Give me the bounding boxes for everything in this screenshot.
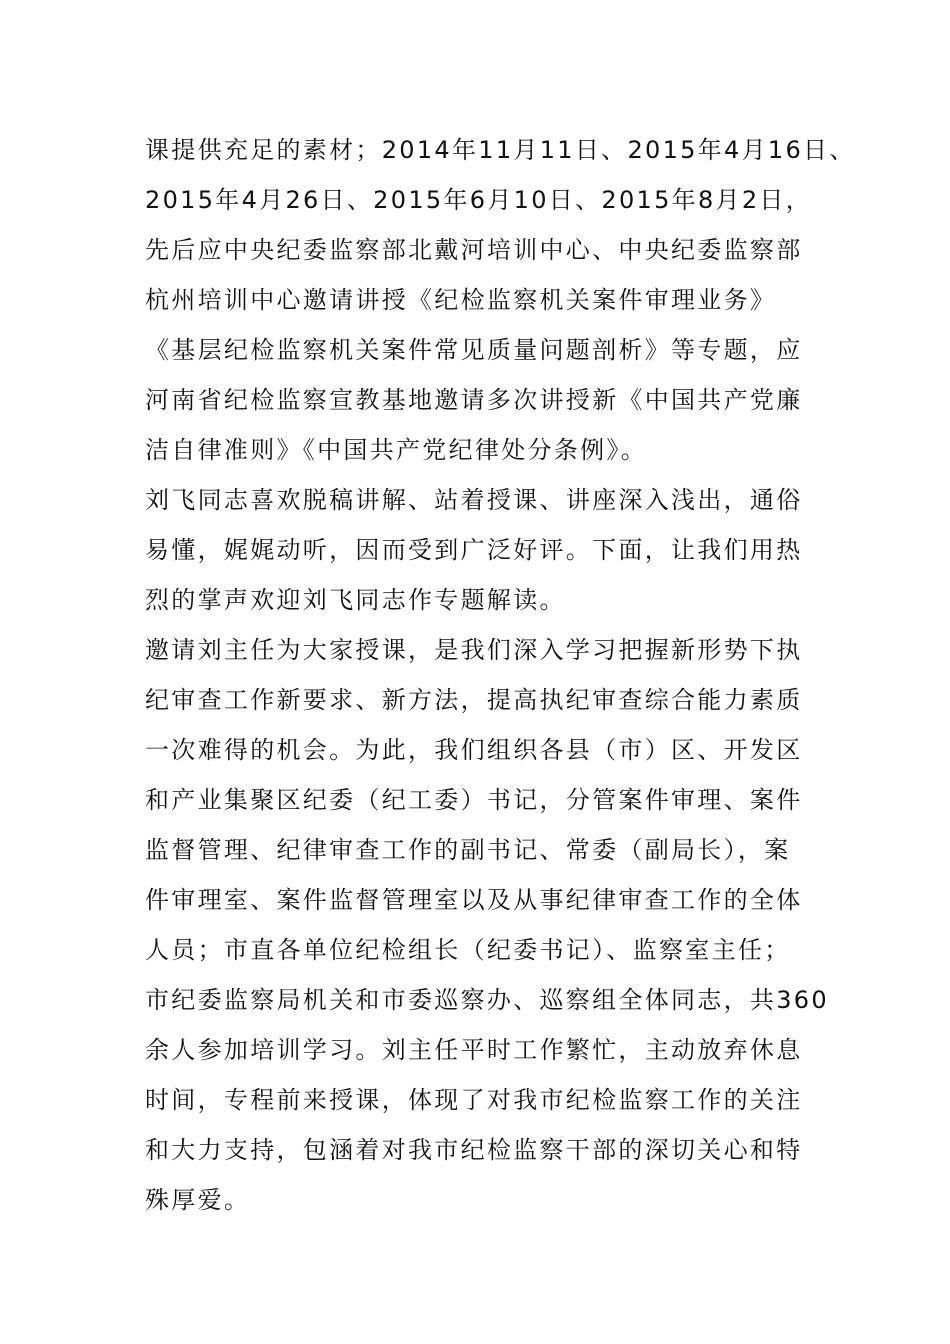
- text-line: 杭州培训中心邀请讲授《纪检监察机关案件审理业务》: [145, 286, 777, 314]
- text-line: 邀请刘主任为大家授课，是我们深入学习把握新形势下执: [145, 636, 803, 664]
- text-line: 纪审查工作新要求、新方法，提高执纪审查综合能力素质: [145, 686, 803, 714]
- text-line: 余人参加培训学习。刘主任平时工作繁忙，主动放弃休息: [145, 1036, 803, 1064]
- text-line: 和产业集聚区纪委（纪工委）书记，分管案件审理、案件: [145, 786, 803, 814]
- text-line: 一次难得的机会。为此，我们组织各县（市）区、开发区: [145, 736, 803, 764]
- text-line: 市纪委监察局机关和市委巡察办、巡察组全体同志，共360: [145, 986, 829, 1014]
- text-line: 和大力支持，包涵着对我市纪检监察干部的深切关心和特: [145, 1136, 803, 1164]
- document-body: [145, 125, 856, 1225]
- text-line: 洁自律准则》《中国共产党纪律处分条例》。: [145, 436, 647, 464]
- text-line: 监督管理、纪律审查工作的副书记、常委（副局长），案: [145, 836, 791, 864]
- text-line: 先后应中央纪委监察部北戴河培训中心、中央纪委监察部: [145, 236, 803, 264]
- text-line: 件审理室、案件监督管理室以及从事纪律审查工作的全体: [145, 886, 803, 914]
- text-line: 易懂，娓娓动听，因而受到广泛好评。下面，让我们用热: [145, 536, 803, 564]
- text-line: 刘飞同志喜欢脱稿讲解、站着授课、讲座深入浅出，通俗: [145, 486, 803, 514]
- text-line: 时间，专程前来授课，体现了对我市纪检监察工作的关注: [145, 1086, 803, 1114]
- text-line: 烈的掌声欢迎刘飞同志作专题解读。: [145, 586, 566, 614]
- text-line: 2015年4月26日、2015年6月10日、2015年8月2日，: [145, 186, 812, 214]
- text-line: 河南省纪检监察宣教基地邀请多次讲授新《中国共产党廉: [145, 386, 803, 414]
- text-line: 课提供充足的素材；2014年11月11日、2015年4月16日、: [145, 136, 856, 164]
- text-line: 人员；市直各单位纪检组长（纪委书记）、监察室主任；: [145, 936, 791, 964]
- text-line: 殊厚爱。: [145, 1186, 251, 1214]
- text-line: 《基层纪检监察机关案件常见质量问题剖析》等专题，应: [145, 336, 803, 364]
